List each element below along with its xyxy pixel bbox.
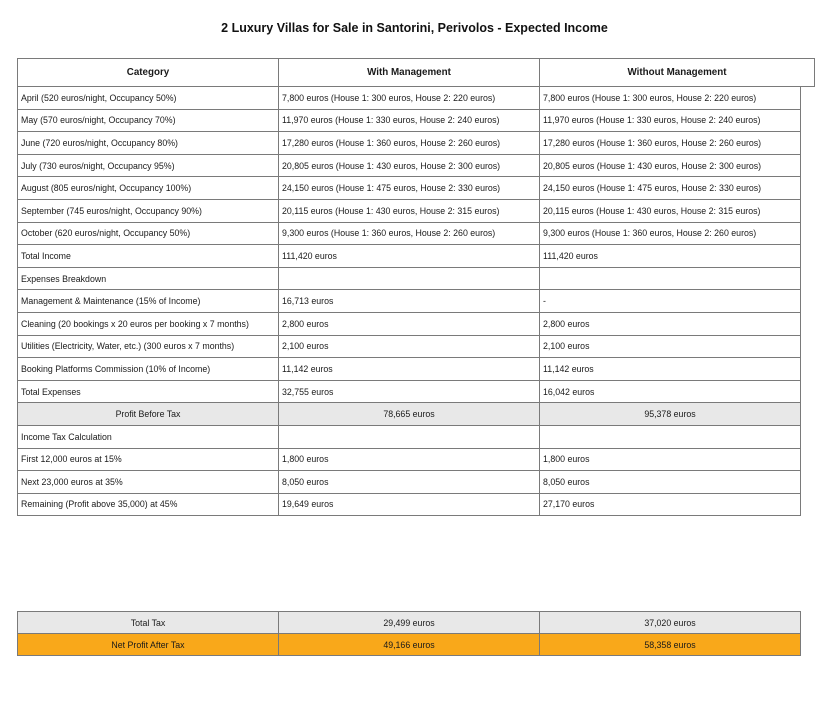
table-row	[18, 471, 801, 494]
table-row	[18, 403, 801, 426]
header-row	[18, 59, 815, 87]
without-management-cell: 2,100 euros	[540, 335, 801, 358]
without-management-cell: 16,042 euros	[540, 380, 801, 403]
without-management-cell: 111,420 euros	[540, 245, 801, 268]
without-management-cell: 95,378 euros	[540, 403, 801, 426]
total-tax-with-management: 29,499 euros	[279, 612, 540, 634]
category-cell: August (805 euros/night, Occupancy 100%)	[18, 177, 279, 200]
page-title: 2 Luxury Villas for Sale in Santorini, Perivolos - Expected Income	[221, 21, 608, 35]
without-management-cell: 24,150 euros (House 1: 475 euros, House 2: 330 euros)	[540, 177, 801, 200]
without-management-cell: 20,115 euros (House 1: 430 euros, House 2: 315 euros)	[540, 199, 801, 222]
total-tax-row	[18, 612, 801, 634]
category-cell: Income Tax Calculation	[18, 425, 279, 448]
without-management-cell: 1,800 euros	[540, 448, 801, 471]
table-header	[17, 58, 815, 87]
category-cell: Cleaning (20 bookings x 20 euros per booking x 7 months)	[18, 312, 279, 335]
category-cell: September (745 euros/night, Occupancy 90%)	[18, 199, 279, 222]
table-row	[18, 154, 801, 177]
table-row	[18, 448, 801, 471]
with-management-cell: 17,280 euros (House 1: 360 euros, House 2: 260 euros)	[279, 132, 540, 155]
net-profit-row	[18, 634, 801, 656]
net-profit-with-management: 49,166 euros	[279, 634, 540, 656]
with-management-cell: 2,800 euros	[279, 312, 540, 335]
table-row	[18, 335, 801, 358]
total-tax-without-management: 37,020 euros	[540, 612, 801, 634]
with-management-cell: 78,665 euros	[279, 403, 540, 426]
without-management-cell: 8,050 euros	[540, 471, 801, 494]
category-cell: Total Income	[18, 245, 279, 268]
with-management-cell	[279, 425, 540, 448]
category-cell: Total Expenses	[18, 380, 279, 403]
header-without-management: Without Management	[540, 59, 815, 87]
with-management-cell: 111,420 euros	[279, 245, 540, 268]
total-tax-label: Total Tax	[18, 612, 279, 634]
table-row	[18, 109, 801, 132]
with-management-cell: 20,805 euros (House 1: 430 euros, House 2: 300 euros)	[279, 154, 540, 177]
with-management-cell: 8,050 euros	[279, 471, 540, 494]
header-with-management: With Management	[279, 59, 540, 87]
category-cell: Remaining (Profit above 35,000) at 45%	[18, 493, 279, 516]
table-row	[18, 358, 801, 381]
table-row	[18, 132, 801, 155]
category-cell: Management & Maintenance (15% of Income)	[18, 290, 279, 313]
category-cell: October (620 euros/night, Occupancy 50%)	[18, 222, 279, 245]
with-management-cell: 11,970 euros (House 1: 330 euros, House 2: 240 euros)	[279, 109, 540, 132]
table-row	[18, 267, 801, 290]
category-cell: July (730 euros/night, Occupancy 95%)	[18, 154, 279, 177]
category-cell: Expenses Breakdown	[18, 267, 279, 290]
with-management-cell: 11,142 euros	[279, 358, 540, 381]
without-management-cell: 7,800 euros (House 1: 300 euros, House 2: 220 euros)	[540, 87, 801, 110]
income-table-body	[18, 87, 801, 516]
category-cell: April (520 euros/night, Occupancy 50%)	[18, 87, 279, 110]
category-cell: May (570 euros/night, Occupancy 70%)	[18, 109, 279, 132]
without-management-cell: 17,280 euros (House 1: 360 euros, House 2: 260 euros)	[540, 132, 801, 155]
header-category: Category	[18, 59, 279, 87]
table-row	[18, 87, 801, 110]
without-management-cell: 9,300 euros (House 1: 360 euros, House 2: 260 euros)	[540, 222, 801, 245]
table-row	[18, 425, 801, 448]
category-cell: June (720 euros/night, Occupancy 80%)	[18, 132, 279, 155]
with-management-cell: 16,713 euros	[279, 290, 540, 313]
with-management-cell: 20,115 euros (House 1: 430 euros, House 2: 315 euros)	[279, 199, 540, 222]
without-management-cell: 2,800 euros	[540, 312, 801, 335]
with-management-cell	[279, 267, 540, 290]
table-row	[18, 222, 801, 245]
without-management-cell	[540, 267, 801, 290]
with-management-cell: 7,800 euros (House 1: 300 euros, House 2: 220 euros)	[279, 87, 540, 110]
without-management-cell: -	[540, 290, 801, 313]
without-management-cell: 20,805 euros (House 1: 430 euros, House 2: 300 euros)	[540, 154, 801, 177]
table-row	[18, 312, 801, 335]
with-management-cell: 19,649 euros	[279, 493, 540, 516]
table-row	[18, 380, 801, 403]
income-table	[17, 86, 801, 516]
without-management-cell: 11,970 euros (House 1: 330 euros, House 2: 240 euros)	[540, 109, 801, 132]
category-cell: Next 23,000 euros at 35%	[18, 471, 279, 494]
category-cell: First 12,000 euros at 15%	[18, 448, 279, 471]
summary-table	[17, 611, 801, 656]
net-profit-without-management: 58,358 euros	[540, 634, 801, 656]
net-profit-label: Net Profit After Tax	[18, 634, 279, 656]
with-management-cell: 2,100 euros	[279, 335, 540, 358]
with-management-cell: 9,300 euros (House 1: 360 euros, House 2: 260 euros)	[279, 222, 540, 245]
category-cell: Utilities (Electricity, Water, etc.) (300 euros x 7 months)	[18, 335, 279, 358]
without-management-cell: 11,142 euros	[540, 358, 801, 381]
table-row	[18, 493, 801, 516]
table-row	[18, 177, 801, 200]
category-cell: Booking Platforms Commission (10% of Income)	[18, 358, 279, 381]
table-row	[18, 245, 801, 268]
with-management-cell: 32,755 euros	[279, 380, 540, 403]
category-cell: Profit Before Tax	[18, 403, 279, 426]
table-row	[18, 290, 801, 313]
table-row	[18, 199, 801, 222]
with-management-cell: 1,800 euros	[279, 448, 540, 471]
without-management-cell: 27,170 euros	[540, 493, 801, 516]
with-management-cell: 24,150 euros (House 1: 475 euros, House 2: 330 euros)	[279, 177, 540, 200]
without-management-cell	[540, 425, 801, 448]
